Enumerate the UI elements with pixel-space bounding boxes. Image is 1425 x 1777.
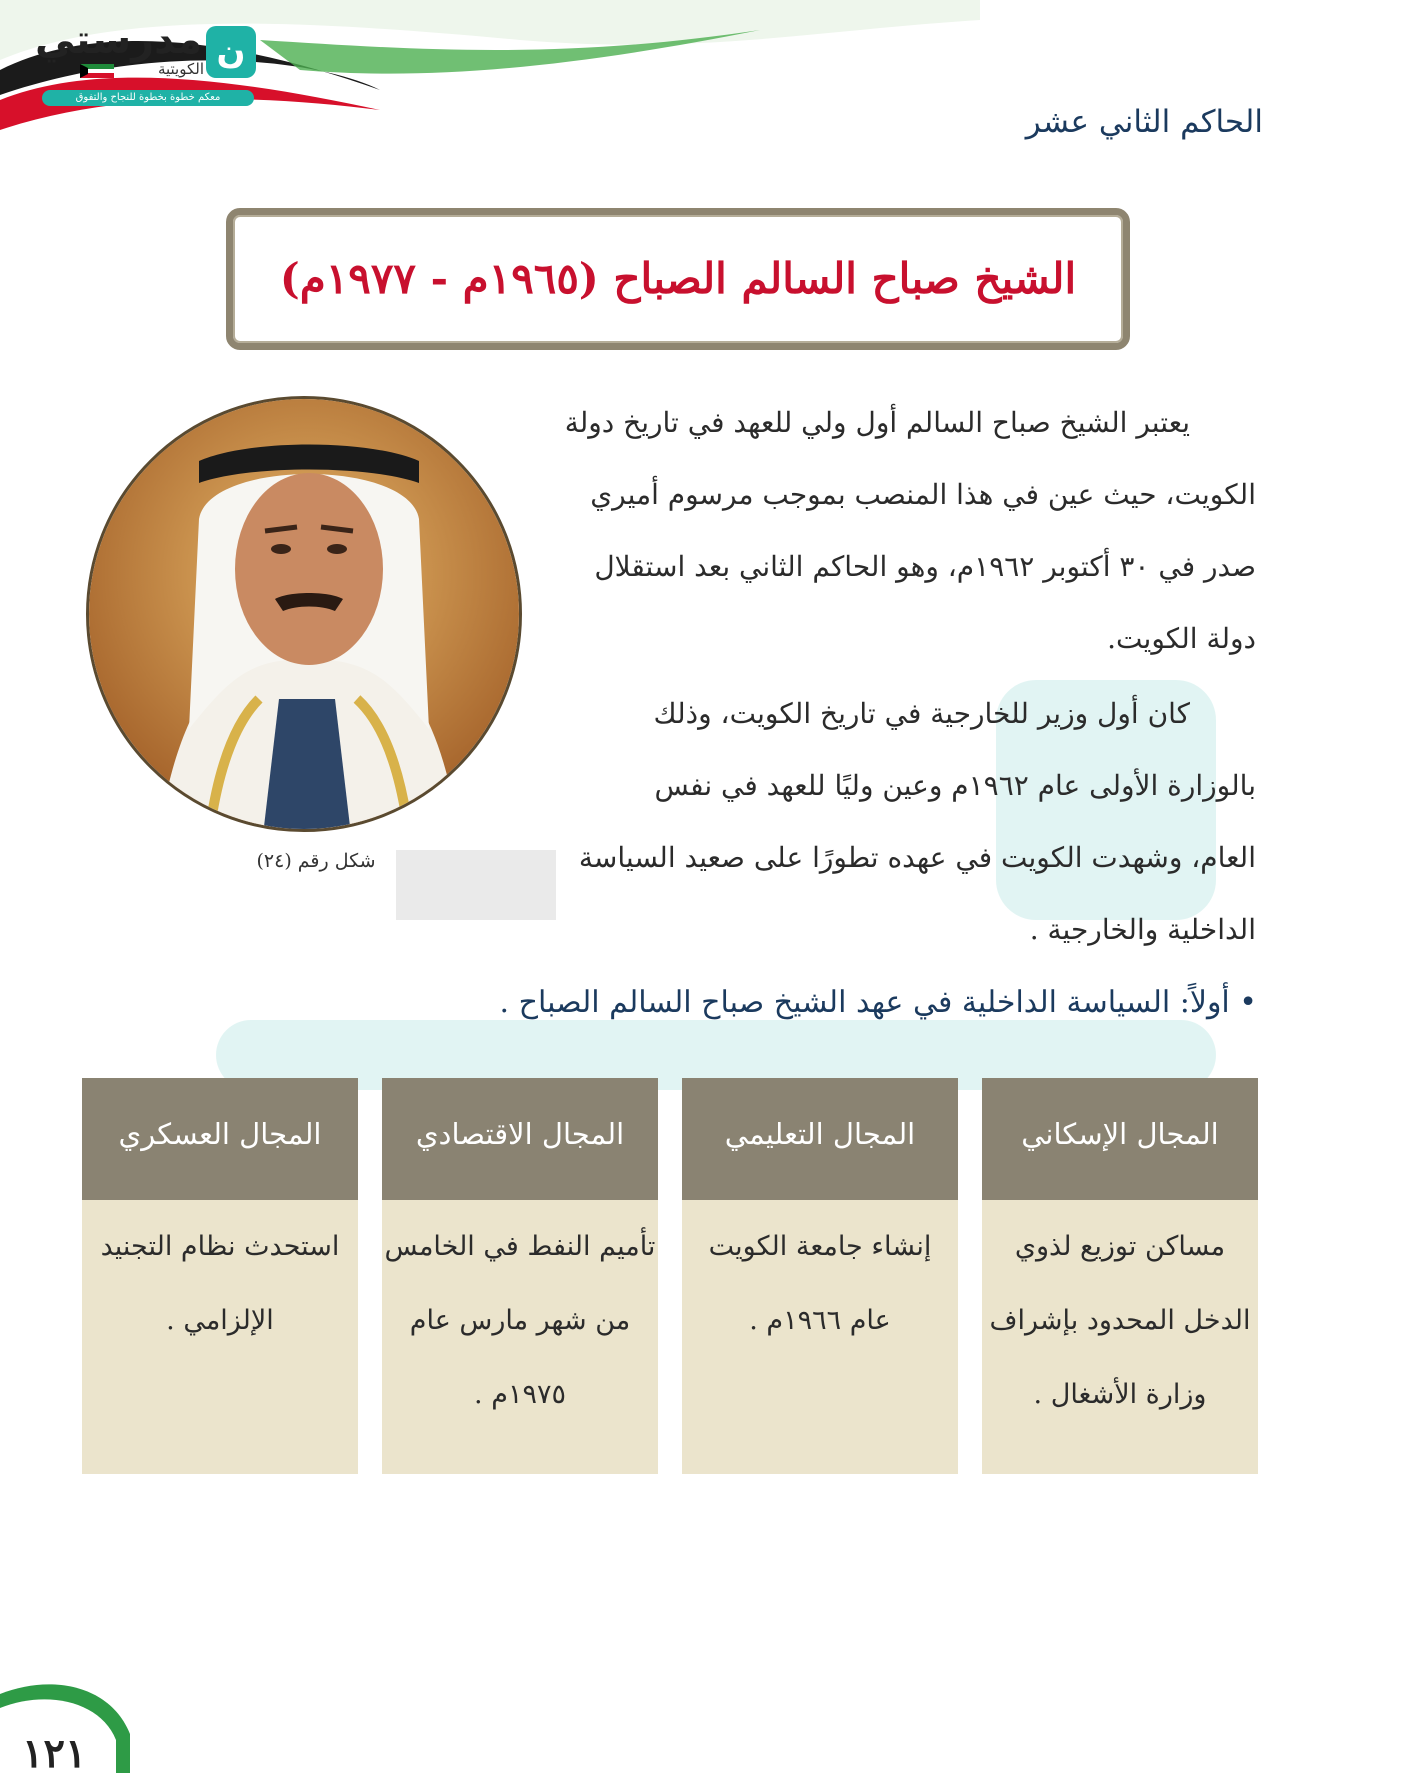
paragraph-line: العام، وشهدت الكويت في عهده تطورًا على صعيد السياسة xyxy=(578,841,1256,874)
card-line: تأميم النفط في الخامس xyxy=(384,1231,656,1262)
paragraph-line: الداخلية والخارجية . xyxy=(1029,913,1256,946)
kuwait-flag-icon xyxy=(80,64,114,78)
card-line: الدخل المحدود بإشراف xyxy=(989,1305,1251,1336)
card-body xyxy=(382,1200,658,1474)
paragraph-line: صدر في ٣٠ أكتوبر ١٩٦٢م، وهو الحاكم الثاني بعد استقلال xyxy=(594,550,1256,583)
card-line: ١٩٧٥م . xyxy=(474,1379,566,1410)
card-body xyxy=(82,1200,358,1474)
card-body xyxy=(682,1200,958,1474)
card-line: مساكن توزيع لذوي xyxy=(1014,1231,1226,1262)
paragraph-1 xyxy=(556,387,1256,675)
logo-tagline: معكم خطوة بخطوة للنجاح والتفوق xyxy=(42,90,254,106)
logo-icon: ن xyxy=(206,26,256,78)
paragraph-line: دولة الكويت. xyxy=(1107,622,1256,655)
card-line: عام ١٩٦٦م . xyxy=(749,1305,891,1336)
logo-name: مدرستي xyxy=(34,17,202,63)
portrait-image xyxy=(86,396,522,832)
figure-caption: شكل رقم (٢٤) xyxy=(256,850,376,872)
page-title: الشيخ صباح السالم الصباح (١٩٦٥م - ١٩٧٧م) xyxy=(279,254,1077,303)
card-title: المجال التعليمي xyxy=(682,1078,958,1200)
paragraph-line: الكويت، حيث عين في هذا المنصب بموجب مرسوم أميري xyxy=(590,478,1256,511)
logo-subtitle: الكويتية xyxy=(157,60,204,78)
paragraph-line: يعتبر الشيخ صباح السالم أول ولي للعهد في تاريخ دولة xyxy=(564,406,1190,439)
paragraph-2 xyxy=(556,678,1256,966)
card-line: الإلزامي . xyxy=(166,1305,274,1336)
paragraph-line: بالوزارة الأولى عام ١٩٦٢م وعين وليًا للعهد في نفس xyxy=(654,769,1256,802)
card-line: من شهر مارس عام xyxy=(409,1305,631,1336)
card-line: استحدث نظام التجنيد xyxy=(100,1231,340,1262)
card-title: المجال العسكري xyxy=(82,1078,358,1200)
card-economy xyxy=(382,1078,658,1474)
card-body xyxy=(982,1200,1258,1474)
card-line: إنشاء جامعة الكويت xyxy=(708,1231,932,1262)
page-number: ١٢١ xyxy=(22,1730,87,1777)
paragraph-line: كان أول وزير للخارجية في تاريخ الكويت، وذلك xyxy=(653,697,1190,730)
card-education xyxy=(682,1078,958,1474)
card-title: المجال الاقتصادي xyxy=(382,1078,658,1200)
bullet-heading: • أولاً: السياسة الداخلية في عهد الشيخ صباح السالم الصباح . xyxy=(499,985,1257,1020)
card-title: المجال الإسكاني xyxy=(982,1078,1258,1200)
section-heading: الحاكم الثاني عشر xyxy=(1025,104,1263,140)
card-housing xyxy=(982,1078,1258,1474)
card-line: وزارة الأشغال . xyxy=(1033,1379,1207,1410)
card-military xyxy=(82,1078,358,1474)
